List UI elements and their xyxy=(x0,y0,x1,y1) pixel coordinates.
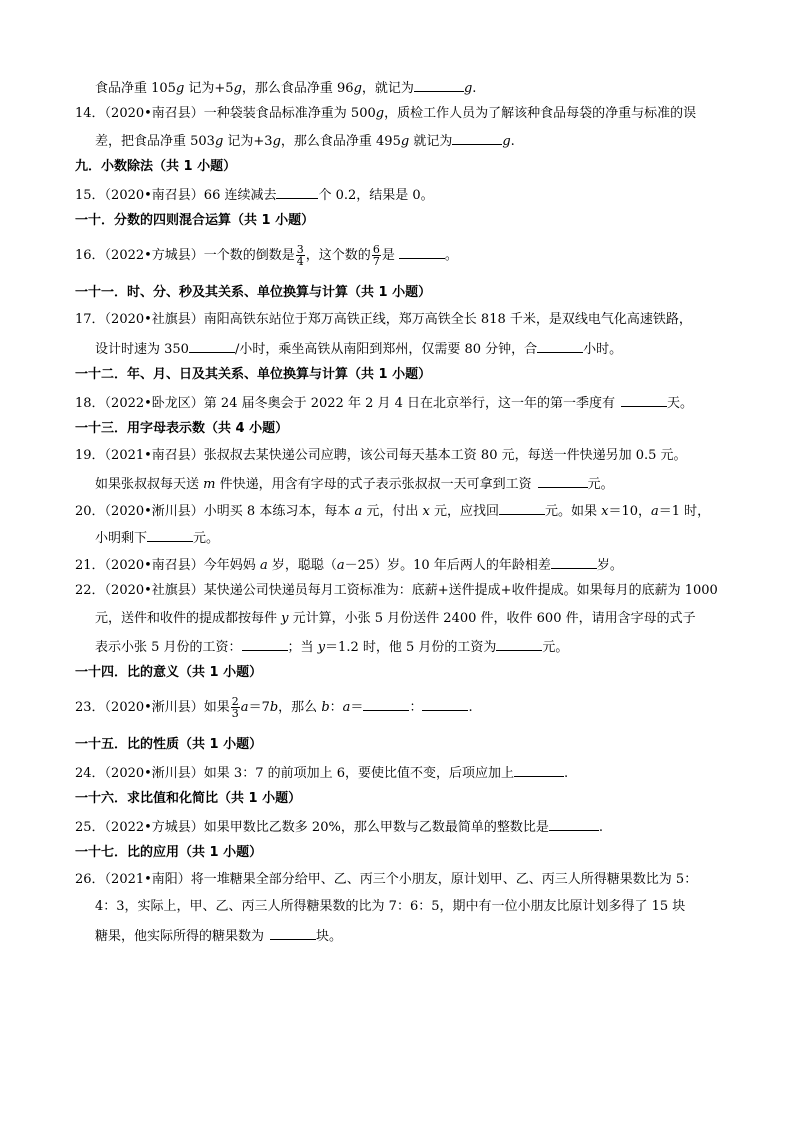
q25-text: 25．（2022•方城县）如果甲数比乙数多 20%，那么甲数与乙数最简单的整数比是 xyxy=(75,820,549,835)
variable-m: m xyxy=(203,477,216,492)
fraction: $\frac{2}{3}$ xyxy=(231,695,239,720)
variable-a: a xyxy=(651,504,659,519)
answer-blank[interactable] xyxy=(147,529,193,542)
q14-text: 记为+3 xyxy=(223,134,273,149)
q15-text: 15．（2020•南召县）66 连续减去 xyxy=(75,188,277,203)
q23-text: . xyxy=(468,700,473,715)
q20-text: 小明剩下 xyxy=(95,531,148,546)
unit-g: g xyxy=(214,134,224,149)
section-heading-11: 一十一．时、分、秒及其关系、单位换算与计算（共 1 小题） xyxy=(75,285,432,300)
q26-text: 糖果，他实际所得的糖果数为 xyxy=(95,929,265,944)
section-heading-13: 一十三．用字母表示数（共 4 小题） xyxy=(75,421,289,436)
answer-blank[interactable] xyxy=(496,638,542,651)
unit-g: g xyxy=(463,81,473,96)
fraction: $\frac{3}{4}$ xyxy=(296,243,304,268)
q13-text: ，就记为 xyxy=(361,81,414,96)
section-heading-14: 一十四．比的意义（共 1 小题） xyxy=(75,665,263,680)
q26-line-3 xyxy=(95,927,342,945)
variable-x: x xyxy=(601,504,609,519)
answer-blank[interactable] xyxy=(551,556,597,569)
variable-a: a xyxy=(259,558,268,573)
answer-blank[interactable] xyxy=(189,340,235,353)
q24-text: 24．（2020•淅川县）如果 3：7 的前项加上 6，要使比值不变，后项应加上 xyxy=(75,766,515,781)
q23-text: ： xyxy=(409,700,423,715)
q21-text: －25）岁。10 年后两人的年龄相差 xyxy=(344,558,551,573)
q22-text: 表示小张 5 月份的工资： xyxy=(95,640,242,655)
section-heading-17: 一十七．比的应用（共 1 小题） xyxy=(75,845,263,860)
unit-g: g xyxy=(353,81,362,96)
q19-text: 如果张叔叔每天送 xyxy=(95,477,204,492)
q14-text: . xyxy=(510,134,515,149)
answer-blank[interactable] xyxy=(452,132,502,145)
q20-text: 元。 xyxy=(193,531,220,546)
q21-text: 岁。 xyxy=(596,558,623,573)
section-heading-15: 一十五．比的性质（共 1 小题） xyxy=(75,737,263,752)
q25-text: . xyxy=(598,820,603,835)
q20-text: 元，应找回 xyxy=(429,504,499,519)
unit-g: g xyxy=(502,134,511,149)
q25-line xyxy=(75,818,603,836)
answer-blank[interactable] xyxy=(514,764,564,777)
q20-line-1 xyxy=(75,502,710,520)
answer-blank[interactable] xyxy=(422,698,468,711)
unit-g: g xyxy=(375,106,385,121)
q16-text: ，这个数的 xyxy=(305,248,371,263)
q26-text: 块。 xyxy=(316,929,343,944)
fraction: $\frac{6}{7}$ xyxy=(372,243,380,268)
q14-text: ，质检工作人员为了解该种食品每袋的净重与标准的误 xyxy=(384,106,697,121)
answer-blank[interactable] xyxy=(242,638,288,651)
q13-tail-line xyxy=(95,79,476,97)
q20-line-2 xyxy=(95,529,219,547)
q16-text: 。 xyxy=(444,248,458,263)
q21-line xyxy=(75,556,623,574)
q20-text: 20．（2020•淅川县）小明买 8 本练习本，每本 xyxy=(75,504,355,519)
unit-g: g xyxy=(175,81,185,96)
q22-text: 元计算，小张 5 月份送件 2400 件，收件 600 件，请用含字母的式子 xyxy=(288,611,696,626)
answer-blank[interactable] xyxy=(414,79,464,92)
answer-blank[interactable] xyxy=(538,475,588,488)
q22-line-1: 22．（2020•社旗县）某快递公司快递员每月工资标准为：底薪+送件提成+收件提成。如果每月的底薪为 1000 xyxy=(75,583,718,598)
q17-text: 设计时速为 350 xyxy=(95,342,189,357)
q13-text: 食品净重 105 xyxy=(95,81,176,96)
section-heading-16: 一十六．求比值和化简比（共 1 小题） xyxy=(75,791,302,806)
q22-text: 元，送件和收件的提成都按每件 xyxy=(95,611,282,626)
q13-text: ，那么食品净重 96 xyxy=(241,81,354,96)
q26-line-1: 26．（2021•南阳）将一堆糖果全部分给甲、乙、丙三个小朋友，原计划甲、乙、丙三人所得糖果数比为 5： xyxy=(75,872,698,887)
q17-text: /小时，乘坐高铁从南阳到郑州，仅需要 80 分钟，合 xyxy=(234,342,538,357)
q19-text: 件快递，用含有字母的式子表示张叔叔一天可拿到工资 xyxy=(215,477,532,492)
variable-a: a xyxy=(342,700,351,715)
q26-line-2: 4：3，实际上，甲、乙、丙三人所得糖果数的比为 7：6：5，期中有一位小朋友比原计划多得了 15 块 xyxy=(95,899,686,914)
unit-g: g xyxy=(272,134,281,149)
q15-text: 个 0.2，结果是 0。 xyxy=(318,188,434,203)
q17-line-2 xyxy=(95,340,622,358)
q14-text: 就记为 xyxy=(409,134,453,149)
q17-line-1: 17．（2020•社旗县）南阳高铁东站位于郑万高铁正线，郑万高铁全长 818 千米，是双线电气化高速铁路， xyxy=(75,312,692,327)
q19-text: 元。 xyxy=(587,477,614,492)
q23-line xyxy=(75,696,473,720)
answer-blank[interactable] xyxy=(621,394,667,407)
q13-text: 记为+5 xyxy=(184,81,234,96)
q21-text: 21．（2020•南召县）今年妈妈 xyxy=(75,558,260,573)
q20-text: ＝1 时， xyxy=(658,504,711,519)
section-heading-12: 一十二．年、月、日及其关系、单位换算与计算（共 1 小题） xyxy=(75,367,432,382)
answer-blank[interactable] xyxy=(399,246,445,259)
q14-line-1 xyxy=(75,106,696,122)
section-heading-9: 九．小数除法（共 1 小题） xyxy=(75,159,237,174)
variable-y: y xyxy=(317,640,326,655)
variable-b: b xyxy=(269,700,279,715)
unit-g: g xyxy=(400,134,410,149)
q14-text: 差，把食品净重 503 xyxy=(95,134,215,149)
q21-text: 岁，聪聪（ xyxy=(267,558,337,573)
q14-text: 14．（2020•南召县）一种袋装食品标准净重为 500 xyxy=(75,106,376,121)
q22-line-2 xyxy=(95,611,696,627)
q18-line xyxy=(75,394,693,412)
q16-text: 16．（2022•方城县）一个数的倒数是 xyxy=(75,248,295,263)
q15-line xyxy=(75,186,434,204)
variable-a: a xyxy=(336,558,345,573)
q16-line xyxy=(75,244,458,268)
q14-line-2 xyxy=(95,132,515,150)
variable-y: y xyxy=(281,611,289,626)
unit-g: g xyxy=(233,81,242,96)
q22-text: 元。 xyxy=(542,640,569,655)
q13-text: . xyxy=(472,81,477,96)
q22-line-3 xyxy=(95,638,568,656)
q20-text: 元，付出 xyxy=(362,504,423,519)
q16-text: 是 xyxy=(381,248,395,263)
answer-blank[interactable] xyxy=(537,340,583,353)
variable-a: a xyxy=(240,700,249,715)
q24-text: . xyxy=(564,766,569,781)
variable-a: a xyxy=(354,504,363,519)
q23-text: ，那么 xyxy=(278,700,322,715)
answer-blank[interactable] xyxy=(270,927,316,940)
q19-line-2 xyxy=(95,475,614,493)
q19-line-1: 19．（2021•南召县）张叔叔去某快递公司应聘，该公司每天基本工资 80 元，每送一件快递另加 0.5 元。 xyxy=(75,448,687,463)
answer-blank[interactable] xyxy=(499,502,545,515)
section-heading-10: 一十．分数的四则混合运算（共 1 小题） xyxy=(75,213,315,228)
q18-text: 天。 xyxy=(667,396,694,411)
q23-text: ＝7 xyxy=(248,700,270,715)
q22-text: ＝1.2 时，他 5 月份的工资为 xyxy=(325,640,497,655)
q22-text: ；当 xyxy=(287,640,318,655)
answer-blank[interactable] xyxy=(549,818,599,831)
q20-text: ＝10， xyxy=(608,504,652,519)
q20-text: 元。如果 xyxy=(544,504,602,519)
q24-line xyxy=(75,764,568,782)
q17-text: 小时。 xyxy=(583,342,623,357)
variable-x: x xyxy=(422,504,430,519)
answer-blank[interactable] xyxy=(276,186,318,199)
q23-text: ： xyxy=(329,700,343,715)
q18-text: 18．（2022•卧龙区）第 24 届冬奥会于 2022 年 2 月 4 日在北京举行，这一年的第一季度有 xyxy=(75,396,616,411)
q14-text: ，那么食品净重 495 xyxy=(280,134,401,149)
variable-b: b xyxy=(321,700,330,715)
answer-blank[interactable] xyxy=(363,698,409,711)
q23-text: ＝ xyxy=(350,700,364,715)
q23-text: 23．（2020•淅川县）如果 xyxy=(75,700,230,715)
